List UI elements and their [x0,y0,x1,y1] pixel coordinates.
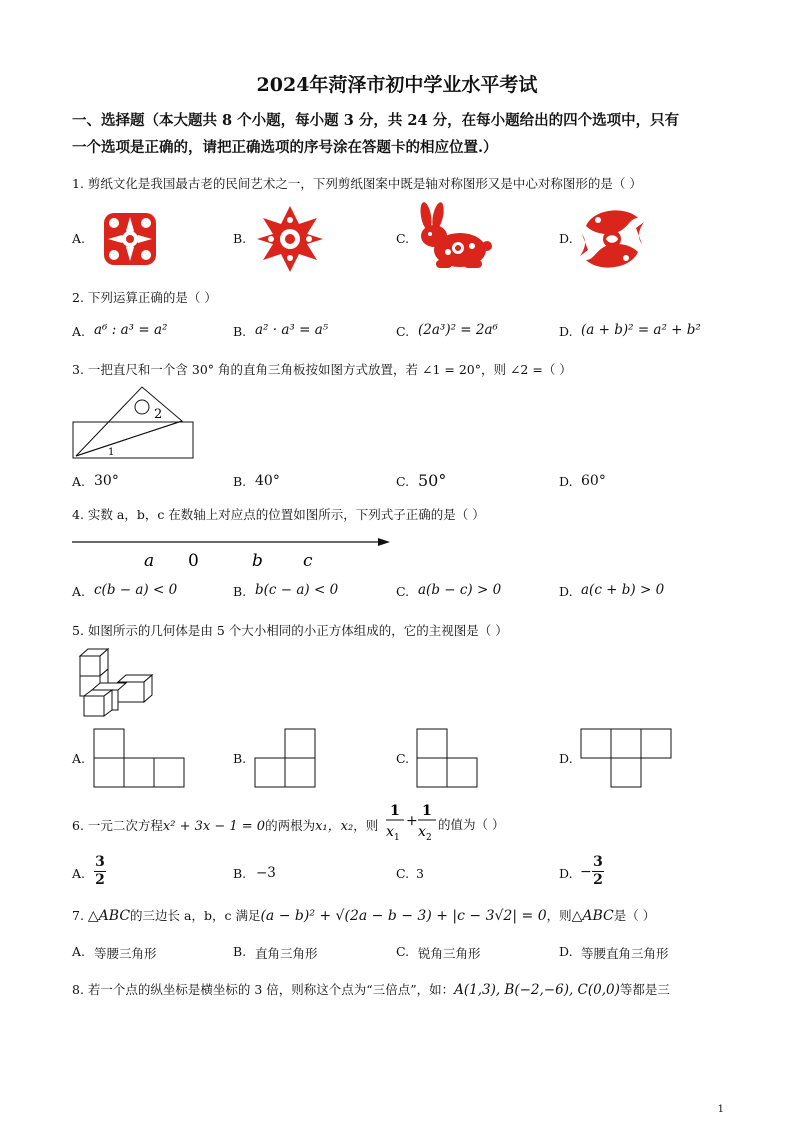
question-4-stem: 4. 实数 a，b，c 在数轴上对应点的位置如图所示，下列式子正确的是（ ） [72,507,485,522]
question-3-stem: 3. 一把直尺和一个含 30° 角的直角三角板按如图方式放置，若 ∠1 = 20°，则 ∠2 =（ ） [72,362,572,377]
q6-option-d-denominator: 2 [593,872,603,888]
q6-option-a-label: A. [72,866,86,881]
q2-option-c-label: C. [396,324,410,339]
q4-option-a-label: A. [72,584,86,599]
paper-cut-snowflake-image [255,204,325,274]
svg-text:1: 1 [390,803,400,819]
numberline-label-a: a [144,551,155,571]
q6-option-d-label: D. [559,866,573,881]
q1-option-c-label: C. [396,231,410,246]
question-6-stem [72,815,378,834]
q2-option-b-text: a² · a³ = a⁵ [255,322,329,338]
numberline-label-0: 0 [188,551,199,571]
q6-option-d-fraction [592,854,604,889]
q2-option-b-label: B. [233,324,247,339]
q8-stem-text: 8. 若一个点的纵坐标是横坐标的 3 倍，则称这个点为“三倍点”，如： [72,982,455,997]
q7-triangle: △ABC [87,908,131,924]
q3-option-b-label: B. [233,474,247,489]
angle-1-label: 1 [108,447,115,458]
q3-option-a-label: A. [72,474,86,489]
q6-option-a-numerator: 3 [95,854,105,870]
q2-option-c-text: (2a³)² = 2a⁶ [418,322,498,338]
q7-triangle-again: △ABC [571,908,614,924]
q7-option-b-text: 直角三角形 [255,946,318,961]
q3-option-a-text: 30° [94,473,119,489]
q6-stem-mid: 的两根为 [265,818,316,833]
q1-option-a-label: A. [72,231,86,246]
q2-option-d-text: (a + b)² = a² + b² [581,322,701,338]
q5-option-a-figure [93,728,185,788]
cubes-3d-figure [72,648,156,720]
q7-option-b-label: B. [233,944,247,959]
q5-option-b-label: B. [233,751,247,766]
q1-option-d-label: D. [559,231,573,246]
q2-option-a-text: a⁶ : a³ = a² [94,322,168,338]
q4-option-a-text: c(b − a) < 0 [94,582,178,598]
q3-option-d-label: D. [559,474,573,489]
q6-option-d-numerator: 3 [593,854,603,870]
paper-cut-flower-image [98,207,162,271]
numberline-label-c: c [303,551,313,571]
number-line-figure [72,532,392,572]
q4-option-c-label: C. [396,584,410,599]
q5-option-d-label: D. [559,751,573,766]
q5-option-a-label: A. [72,751,86,766]
q8-stem-after: 等都是三 [619,982,670,997]
q6-option-b-text: −3 [256,865,276,881]
section-header-line-2: 一个选项是正确的，请把正确选项的序号涂在答题卡的相应位置.） [72,139,498,156]
q6-stem-before: 6. 一元二次方程 [72,818,163,833]
q3-option-b-text: 40° [255,473,280,489]
question-7-stem [72,906,655,924]
q8-points: A(1,3), B(−2,−6), C(0,0) [454,982,620,998]
q3-option-c-label: C. [396,474,410,489]
q5-option-c-figure [416,728,478,788]
q4-option-d-label: D. [559,584,573,599]
q4-option-c-text: a(b − c) > 0 [418,582,502,598]
angle-2-label: 2 [154,407,163,422]
q7-option-a-label: A. [72,944,86,959]
question-1-stem: 1. 剪纸文化是我国最古老的民间艺术之一，下列剪纸图案中既是轴对称图形又是中心对称图形的是（ ） [72,176,642,191]
section-header-line-1: 一、选择题（本大题共 8 个小题，每小题 3 分，共 24 分，在每小题给出的四个选项中，只有 [72,112,680,129]
numberline-label-b: b [252,551,263,571]
svg-text:x: x [418,824,426,840]
q6-roots: x₁，x₂ [315,819,354,834]
q6-option-d-sign: − [580,864,592,880]
q7-stem-mid: 的三边长 a，b，c 满足 [130,908,261,923]
q7-option-c-text: 锐角三角形 [418,946,481,961]
page-number: 1 [717,1104,724,1115]
page-title: 2024年菏泽市初中学业水平考试 [256,74,538,96]
svg-text:2: 2 [426,833,432,843]
q7-stem-mid2: ，则 [546,908,572,923]
q6-option-c-label: C. [396,866,410,881]
ruler-triangle-figure [72,385,197,460]
svg-text:1: 1 [394,833,400,843]
svg-text:+: + [406,813,418,829]
section-header [72,107,732,161]
svg-text:1: 1 [422,803,432,819]
q6-option-a-denominator: 2 [95,872,105,888]
q6-option-a-fraction [94,854,106,889]
q4-option-b-text: b(c − a) < 0 [255,582,339,598]
q2-option-a-label: A. [72,324,86,339]
q6-stem-after: 的值为（ ） [438,817,505,832]
q7-stem-after: 是（ ） [613,908,656,923]
q3-option-c-text: 50° [418,471,447,490]
q7-option-d-text: 等腰直角三角形 [581,946,669,961]
q4-option-d-text: a(c + b) > 0 [581,582,665,598]
q3-option-d-text: 60° [581,473,606,489]
q6-stem-mid2: ，则 [353,818,379,833]
q1-option-b-label: B. [233,231,247,246]
q5-option-c-label: C. [396,751,410,766]
svg-text:x: x [386,824,394,840]
q7-option-a-text: 等腰三角形 [94,946,157,961]
question-5-stem: 5. 如图所示的几何体是由 5 个大小相同的小正方体组成的，它的主视图是（ ） [72,623,508,638]
q7-option-c-label: C. [396,944,410,959]
paper-cut-rabbit-image [414,202,492,272]
question-2-stem: 2. 下列运算正确的是（ ） [72,290,217,305]
q6-equation: x² + 3x − 1 = 0 [162,819,266,834]
paper-cut-fish-image [578,204,646,274]
q6-reciprocal-sum-expression [378,800,438,842]
q7-option-d-label: D. [559,944,573,959]
q5-option-b-figure [254,728,316,788]
question-8-stem [72,980,670,998]
q6-option-b-label: B. [233,866,247,881]
q7-stem-before: 7. [72,908,88,923]
q7-condition: (a − b)² + √(2a − b − 3) + |c − 3√2| = 0 [260,908,547,924]
q4-option-b-label: B. [233,584,247,599]
q5-option-d-figure [580,728,672,788]
q6-option-c-text: 3 [416,866,424,881]
q2-option-d-label: D. [559,324,573,339]
